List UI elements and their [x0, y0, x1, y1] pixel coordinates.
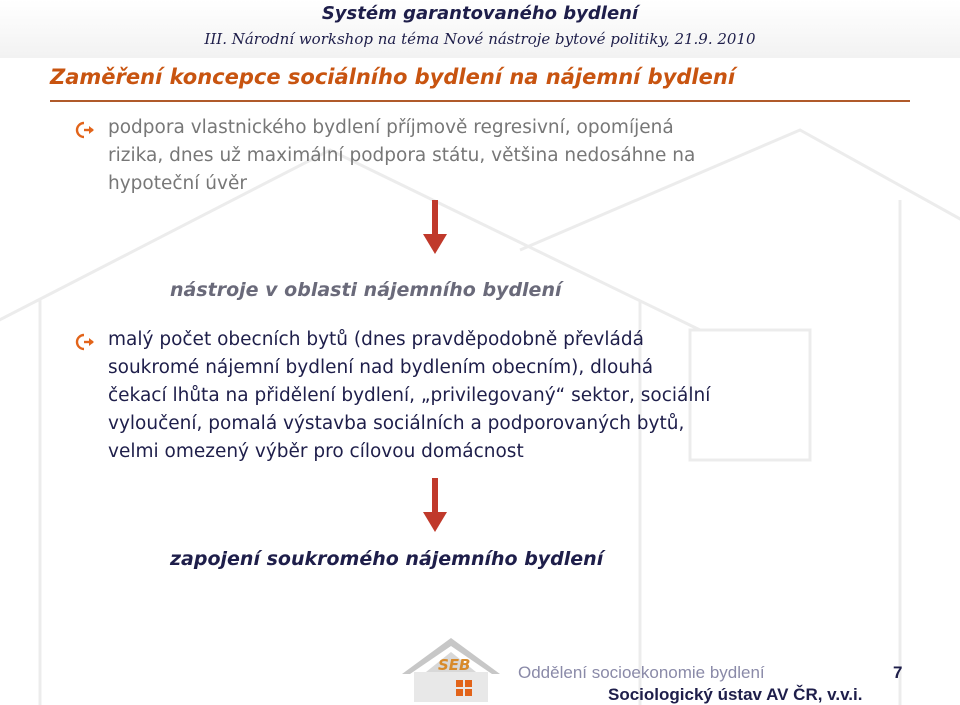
bullet-2-line-5: velmi omezený výběr pro cílovou domácnost	[108, 441, 524, 462]
logo-text: SEB	[438, 656, 471, 674]
bullet-1-line-2: rizika, dnes už maximální podpora státu, většina nedosáhne na	[108, 145, 696, 166]
bullet-1-text	[108, 114, 928, 198]
curved-arrow-bullet-icon	[75, 332, 95, 352]
title-divider	[50, 100, 910, 102]
footer-institute: Sociologický ústav AV ČR, v.v.i.	[608, 685, 863, 704]
presentation-title: Systém garantovaného bydlení	[321, 3, 639, 24]
footer-department: Oddělení socioekonomie bydlení	[518, 663, 765, 682]
slide-title: Zaměření koncepce sociálního bydlení na nájemní bydlení	[50, 65, 736, 89]
result-2-heading: zapojení soukromého nájemního bydlení	[170, 548, 604, 570]
down-arrow-icon	[422, 200, 448, 254]
event-subtitle: III. Národní workshop na téma Nové nástroje bytové politiky, 21.9. 2010	[204, 30, 756, 48]
bullet-2-line-1: malý počet obecních bytů (dnes pravděpodobně převládá	[108, 329, 644, 350]
bullet-1-line-1: podpora vlastnického bydlení příjmově regresivní, opomíjená	[108, 117, 674, 138]
bullet-2-text	[108, 326, 928, 466]
down-arrow-icon	[422, 478, 448, 532]
bullet-2-line-4: vyloučení, pomalá výstavba sociálních a podporovaných bytů,	[108, 413, 685, 434]
bullet-2-line-2: soukromé nájemní bydlení nad bydlením obecním), dlouhá	[108, 357, 654, 378]
bullet-1-line-3: hypoteční úvěr	[108, 173, 247, 194]
curved-arrow-bullet-icon	[75, 120, 95, 140]
page-number: 7	[893, 663, 903, 682]
result-1-heading: nástroje v oblasti nájemního bydlení	[170, 279, 562, 301]
bullet-2-line-3: čekací lhůta na přidělení bydlení, „privilegovaný“ sektor, sociální	[108, 385, 711, 406]
seb-house-logo	[398, 632, 504, 702]
